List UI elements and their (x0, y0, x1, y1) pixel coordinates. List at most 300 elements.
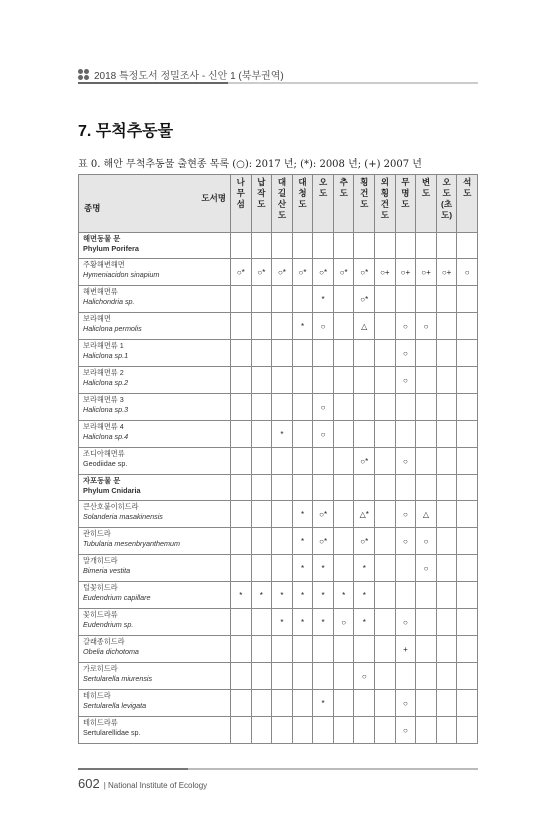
table-caption: 표 0. 해안 무척추동물 출현종 목록 (○): 2017 년; (*): 2008 년; (+) 2007 년 (78, 159, 422, 170)
occurrence-cell (333, 475, 354, 501)
occurrence-cell (292, 233, 313, 259)
site-header (436, 175, 457, 233)
occurrence-cell (457, 475, 478, 501)
occurrence-cell: * (272, 421, 293, 448)
occurrence-cell (251, 501, 272, 528)
korean-name: 테히드라 (83, 691, 111, 700)
dots-icon (78, 69, 89, 80)
occurrence-cell (292, 636, 313, 663)
occurrence-cell (395, 663, 416, 690)
occurrence-cell: ○ (395, 609, 416, 636)
occurrence-cell (272, 394, 293, 421)
occurrence-cell (457, 421, 478, 448)
occurrence-cell (354, 690, 375, 717)
occurrence-cell: △* (354, 501, 375, 528)
species-row (79, 340, 478, 367)
korean-name: 보라해면류 3 (83, 395, 124, 404)
occurrence-cell (272, 717, 293, 744)
section-title: 7. 무척추동물 (78, 123, 174, 140)
occurrence-cell: ○ (395, 528, 416, 555)
occurrence-cell (251, 286, 272, 313)
korean-name: 관히드라 (83, 529, 111, 538)
occurrence-cell (251, 233, 272, 259)
occurrence-cell: ○* (354, 259, 375, 286)
occurrence-cell (333, 555, 354, 582)
site-name: 오 도 (초 도) (441, 177, 453, 220)
occurrence-cell (251, 475, 272, 501)
species-cell (79, 636, 231, 663)
occurrence-cell (457, 528, 478, 555)
species-cell (79, 394, 231, 421)
occurrence-cell (251, 636, 272, 663)
species-row (79, 259, 478, 286)
occurrence-cell (375, 636, 396, 663)
table-body (79, 233, 478, 744)
occurrence-cell (251, 663, 272, 690)
table-header-row (79, 175, 478, 233)
occurrence-cell (436, 313, 457, 340)
occurrence-cell: * (292, 501, 313, 528)
occurrence-cell (395, 233, 416, 259)
korean-name: 꽃히드라류 (83, 610, 118, 619)
occurrence-cell: * (292, 582, 313, 609)
occurrence-cell (354, 367, 375, 394)
occurrence-cell: * (272, 609, 293, 636)
site-name: 대 길 산 도 (277, 177, 287, 220)
species-cell (79, 582, 231, 609)
occurrence-cell (272, 690, 293, 717)
occurrence-cell (375, 717, 396, 744)
occurrence-cell (436, 286, 457, 313)
occurrence-cell (416, 475, 437, 501)
species-cell (79, 609, 231, 636)
occurrence-cell (231, 528, 252, 555)
scientific-name: Sertularella levigata (83, 700, 147, 710)
occurrence-cell (292, 663, 313, 690)
occurrence-cell: * (292, 555, 313, 582)
occurrence-cell (251, 421, 272, 448)
species-row (79, 394, 478, 421)
occurrence-cell: ○ (313, 394, 334, 421)
occurrence-cell (272, 528, 293, 555)
occurrence-cell (436, 501, 457, 528)
species-row (79, 421, 478, 448)
occurrence-cell (375, 394, 396, 421)
header-rule (78, 82, 228, 84)
occurrence-cell: + (395, 636, 416, 663)
species-cell (79, 421, 231, 448)
occurrence-cell (231, 663, 252, 690)
occurrence-cell (272, 555, 293, 582)
site-header (251, 175, 272, 233)
occurrence-cell: ○* (313, 259, 334, 286)
korean-name: 털꽃히드라 (83, 583, 118, 592)
occurrence-cell (231, 609, 252, 636)
occurrence-cell (436, 367, 457, 394)
occurrence-cell (333, 286, 354, 313)
occurrence-cell (333, 528, 354, 555)
occurrence-cell: ○ (395, 313, 416, 340)
species-row (79, 528, 478, 555)
occurrence-cell: * (272, 582, 293, 609)
scientific-name: Bimeria vestita (83, 565, 131, 575)
occurrence-cell (333, 340, 354, 367)
site-name: 추 도 (339, 177, 348, 198)
occurrence-cell (272, 636, 293, 663)
scientific-name: Halichondria sp. (83, 296, 135, 306)
occurrence-cell (395, 421, 416, 448)
korean-name: 보라해면류 2 (83, 368, 124, 377)
occurrence-cell (395, 555, 416, 582)
occurrence-cell (457, 233, 478, 259)
site-header (272, 175, 293, 233)
occurrence-cell (457, 286, 478, 313)
occurrence-cell (416, 636, 437, 663)
occurrence-cell (333, 421, 354, 448)
occurrence-cell (333, 501, 354, 528)
scientific-name: Phylum Porifera (83, 243, 139, 253)
scientific-name: Hymeniacidon sinapium (83, 269, 160, 279)
occurrence-cell (313, 636, 334, 663)
table-corner-header (79, 175, 231, 233)
occurrence-cell: ○* (272, 259, 293, 286)
occurrence-cell (375, 663, 396, 690)
phylum-row (79, 233, 478, 259)
occurrence-cell: ○+ (436, 259, 457, 286)
species-cell (79, 663, 231, 690)
occurrence-cell (416, 448, 437, 475)
species-table (78, 174, 478, 744)
occurrence-cell (313, 663, 334, 690)
occurrence-cell (272, 501, 293, 528)
species-row (79, 555, 478, 582)
footer-org: | National Institute of Ecology (103, 781, 208, 790)
occurrence-cell (436, 340, 457, 367)
scientific-name: Haliclona sp.1 (83, 350, 129, 360)
occurrence-cell (436, 233, 457, 259)
occurrence-cell: ○ (395, 448, 416, 475)
occurrence-cell (457, 663, 478, 690)
occurrence-cell (457, 582, 478, 609)
occurrence-cell (354, 233, 375, 259)
occurrence-cell (457, 367, 478, 394)
occurrence-cell (231, 394, 252, 421)
site-header (354, 175, 375, 233)
occurrence-cell: ○+ (395, 259, 416, 286)
species-row (79, 690, 478, 717)
occurrence-cell: ○ (395, 340, 416, 367)
korean-name: 자포동물 문 (83, 476, 121, 485)
site-name: 나 무 섬 (236, 177, 245, 209)
occurrence-cell (333, 663, 354, 690)
occurrence-cell (375, 286, 396, 313)
korean-name: 조디아해면류 (83, 449, 125, 458)
occurrence-cell: * (231, 582, 252, 609)
occurrence-cell: ○ (395, 367, 416, 394)
occurrence-cell: * (313, 286, 334, 313)
korean-name: 말개히드라 (83, 556, 118, 565)
occurrence-cell: ○+ (375, 259, 396, 286)
occurrence-cell (231, 636, 252, 663)
occurrence-cell (457, 636, 478, 663)
occurrence-cell (272, 475, 293, 501)
occurrence-cell (457, 501, 478, 528)
occurrence-cell (313, 340, 334, 367)
occurrence-cell (375, 313, 396, 340)
occurrence-cell (333, 690, 354, 717)
occurrence-cell (292, 394, 313, 421)
occurrence-cell (231, 313, 252, 340)
occurrence-cell: * (313, 690, 334, 717)
occurrence-cell (272, 663, 293, 690)
site-header (395, 175, 416, 233)
species-row (79, 313, 478, 340)
occurrence-cell (251, 367, 272, 394)
occurrence-cell (231, 286, 252, 313)
occurrence-cell (375, 421, 396, 448)
species-cell (79, 286, 231, 313)
scientific-name: Obelia dichotoma (83, 646, 139, 656)
scientific-name: Haliclona sp.4 (83, 431, 129, 441)
scientific-name: Sertularella miurensis (83, 673, 153, 683)
occurrence-cell (354, 394, 375, 421)
site-column-label: 도서명 (201, 193, 226, 203)
species-cell (79, 501, 231, 528)
korean-name: 해변해면류 (83, 287, 118, 296)
occurrence-cell (292, 340, 313, 367)
occurrence-cell (333, 717, 354, 744)
occurrence-cell (333, 636, 354, 663)
species-cell (79, 313, 231, 340)
site-name: 외 횡 건 도 (380, 177, 389, 220)
occurrence-cell: ○* (292, 259, 313, 286)
occurrence-cell (292, 367, 313, 394)
site-header (333, 175, 354, 233)
occurrence-cell (354, 475, 375, 501)
occurrence-cell (457, 313, 478, 340)
occurrence-cell (416, 582, 437, 609)
occurrence-cell: ○* (354, 528, 375, 555)
species-cell (79, 233, 231, 259)
scientific-name: Eudendrium capillare (83, 592, 151, 602)
species-cell (79, 367, 231, 394)
scientific-name: Phylum Cnidaria (83, 485, 141, 495)
occurrence-cell (375, 475, 396, 501)
occurrence-cell (231, 555, 252, 582)
occurrence-cell: * (292, 609, 313, 636)
occurrence-cell (251, 528, 272, 555)
occurrence-cell: ○ (313, 421, 334, 448)
site-header (375, 175, 396, 233)
species-row (79, 448, 478, 475)
occurrence-cell: * (333, 582, 354, 609)
occurrence-cell: * (292, 313, 313, 340)
occurrence-cell: ○ (457, 259, 478, 286)
occurrence-cell (231, 340, 252, 367)
scientific-name: Solanderia masakinensis (83, 511, 163, 521)
occurrence-cell (416, 421, 437, 448)
occurrence-cell: ○ (416, 528, 437, 555)
korean-name: 보라해면 (83, 314, 111, 323)
occurrence-cell (416, 717, 437, 744)
occurrence-cell (251, 555, 272, 582)
korean-name: 큰산호붙이히드라 (83, 502, 139, 511)
occurrence-cell: ○ (395, 690, 416, 717)
occurrence-cell (231, 690, 252, 717)
occurrence-cell (231, 421, 252, 448)
occurrence-cell (436, 528, 457, 555)
occurrence-cell (354, 340, 375, 367)
occurrence-cell (436, 421, 457, 448)
site-name: 오 도 (318, 177, 328, 198)
korean-name: 테히드라류 (83, 718, 118, 727)
occurrence-cell (375, 609, 396, 636)
occurrence-cell (313, 475, 334, 501)
occurrence-cell (436, 636, 457, 663)
species-row (79, 501, 478, 528)
scientific-name: Haliclona permolis (83, 323, 142, 333)
occurrence-cell (272, 233, 293, 259)
occurrence-cell (354, 636, 375, 663)
species-column-label: 종명 (84, 203, 101, 213)
occurrence-cell (251, 448, 272, 475)
occurrence-cell (375, 340, 396, 367)
site-header (457, 175, 478, 233)
occurrence-cell: △ (354, 313, 375, 340)
occurrence-cell (436, 448, 457, 475)
occurrence-cell (375, 233, 396, 259)
occurrence-cell: ○ (313, 313, 334, 340)
occurrence-cell (416, 367, 437, 394)
occurrence-cell (313, 233, 334, 259)
occurrence-cell (457, 717, 478, 744)
occurrence-cell (395, 582, 416, 609)
occurrence-cell (375, 501, 396, 528)
korean-name: 해면동물 문 (83, 234, 121, 243)
occurrence-cell (272, 313, 293, 340)
species-row (79, 367, 478, 394)
occurrence-cell: * (313, 582, 334, 609)
occurrence-cell (292, 717, 313, 744)
occurrence-cell (231, 367, 252, 394)
species-cell (79, 475, 231, 501)
occurrence-cell (375, 582, 396, 609)
occurrence-cell (436, 717, 457, 744)
korean-name: 갈래종히드라 (83, 637, 125, 646)
korean-name: 주황해변해면 (83, 260, 125, 269)
species-row (79, 286, 478, 313)
occurrence-cell (313, 367, 334, 394)
occurrence-cell (375, 367, 396, 394)
occurrence-cell (457, 555, 478, 582)
occurrence-cell (251, 717, 272, 744)
occurrence-cell (272, 367, 293, 394)
site-name: 석 도 (463, 177, 472, 198)
occurrence-cell (436, 475, 457, 501)
occurrence-cell (292, 421, 313, 448)
occurrence-cell: ○ (395, 501, 416, 528)
occurrence-cell (231, 501, 252, 528)
species-cell (79, 555, 231, 582)
occurrence-cell (231, 717, 252, 744)
running-header (78, 67, 284, 82)
occurrence-cell: * (313, 609, 334, 636)
occurrence-cell (436, 394, 457, 421)
occurrence-cell: ○* (251, 259, 272, 286)
occurrence-cell (395, 475, 416, 501)
occurrence-cell (395, 286, 416, 313)
occurrence-cell: * (292, 528, 313, 555)
occurrence-cell (375, 690, 396, 717)
occurrence-cell: * (354, 582, 375, 609)
occurrence-cell: △ (416, 501, 437, 528)
species-row (79, 582, 478, 609)
occurrence-cell (375, 555, 396, 582)
site-header (292, 175, 313, 233)
occurrence-cell (333, 313, 354, 340)
occurrence-cell: ○* (354, 448, 375, 475)
species-cell (79, 717, 231, 744)
korean-name: 보라해면류 1 (83, 341, 124, 350)
occurrence-cell: * (354, 609, 375, 636)
occurrence-cell (436, 663, 457, 690)
site-name: 무 명 도 (401, 177, 410, 209)
occurrence-cell (333, 394, 354, 421)
occurrence-cell (436, 690, 457, 717)
occurrence-cell: * (354, 555, 375, 582)
occurrence-cell (436, 582, 457, 609)
occurrence-cell: ○* (313, 528, 334, 555)
occurrence-cell (375, 528, 396, 555)
occurrence-cell (251, 313, 272, 340)
occurrence-cell (251, 340, 272, 367)
occurrence-cell (313, 448, 334, 475)
occurrence-cell (333, 367, 354, 394)
scientific-name: Eudendrium sp. (83, 619, 134, 629)
occurrence-cell (457, 340, 478, 367)
occurrence-cell (292, 475, 313, 501)
occurrence-cell: * (251, 582, 272, 609)
occurrence-cell (251, 394, 272, 421)
running-header-text: 2018 특정도서 정밀조사 - 신안 1 (북부권역) (94, 71, 284, 82)
species-cell (79, 340, 231, 367)
occurrence-cell (251, 609, 272, 636)
occurrence-cell (231, 475, 252, 501)
page-footer (78, 776, 207, 791)
occurrence-cell: ○ (333, 609, 354, 636)
species-row (79, 717, 478, 744)
occurrence-cell (292, 448, 313, 475)
occurrence-cell (457, 448, 478, 475)
occurrence-cell: ○ (416, 555, 437, 582)
site-header (231, 175, 252, 233)
occurrence-cell (436, 609, 457, 636)
occurrence-cell (251, 690, 272, 717)
footer-rule-dark (78, 768, 188, 770)
site-name: 대 청 도 (298, 177, 307, 209)
occurrence-cell (333, 448, 354, 475)
header-rule-light (228, 82, 478, 84)
occurrence-cell (231, 233, 252, 259)
occurrence-cell: ○+ (416, 259, 437, 286)
occurrence-cell: ○* (231, 259, 252, 286)
occurrence-cell (272, 448, 293, 475)
occurrence-cell (416, 233, 437, 259)
site-name: 납 작 도 (257, 177, 266, 209)
occurrence-cell (416, 663, 437, 690)
species-row (79, 663, 478, 690)
scientific-name: Haliclona sp.3 (83, 404, 129, 414)
